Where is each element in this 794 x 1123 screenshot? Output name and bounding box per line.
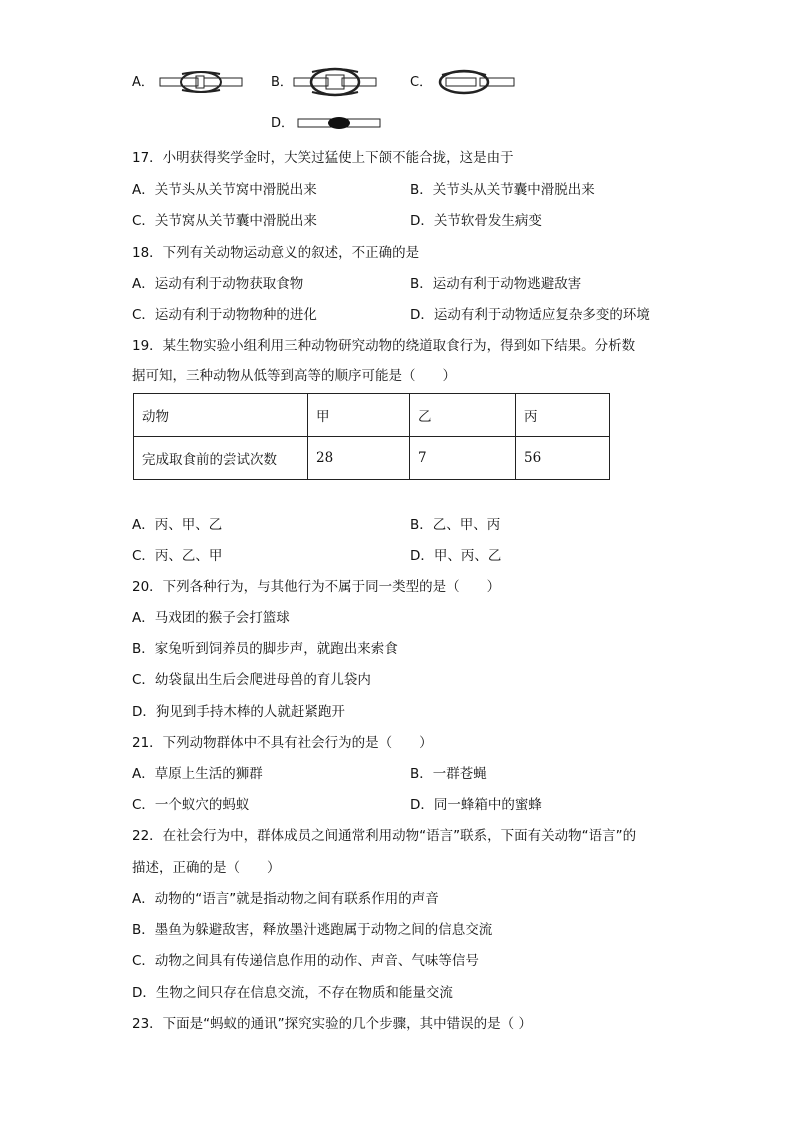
question-19-option-c: C．丙、乙、甲 [132,548,223,564]
question-20-option-d: D．狗见到手持木棒的人就赶紧跑开 [132,704,345,720]
question-19-stem-line2: 据可知，三种动物从低等到高等的顺序可能是（ ） [132,368,456,384]
table-cell: 7 [410,437,516,480]
question-22-option-b: B．墨鱼为躲避敌害，释放墨汁逃跑属于动物之间的信息交流 [132,922,493,938]
table-cell: 56 [516,437,610,480]
question-17-stem: 17．小明获得奖学金时，大笑过猛使上下颌不能合拢，这是由于 [132,150,514,166]
option-a-label: A． [132,75,154,90]
question-18-option-a: A．运动有利于动物获取食物 [132,276,304,292]
question-22-option-c: C．动物之间具有传递信息作用的动作、声音、气味等信号 [132,953,479,969]
question-18-option-c: C．运动有利于动物物种的进化 [132,307,317,323]
table-row [134,437,610,480]
question-17-option-b: B．关节头从关节囊中滑脱出来 [410,182,595,198]
question-21-option-d: D．同一蜂箱中的蜜蜂 [410,797,542,813]
question-20-option-b: B．家兔听到饲养员的脚步声，就跑出来索食 [132,641,398,657]
question-19-stem-line1: 19．某生物实验小组利用三种动物研究动物的绕道取食行为，得到如下结果。分析数 [132,338,636,354]
question-23-stem: 23．下面是“蚂蚁的通讯”探究实验的几个步骤，其中错误的是（ ） [132,1016,532,1032]
option-c-label: C． [410,75,433,90]
table-header-cell: 丙 [516,394,610,437]
question-22-stem-line2: 描述，正确的是（ ） [132,860,281,876]
question-17-option-c: C．关节窝从关节囊中滑脱出来 [132,213,317,229]
question-21-stem: 21．下列动物群体中不具有社会行为的是（ ） [132,735,433,751]
question-17-option-a: A．关节头从关节窝中滑脱出来 [132,182,317,198]
option-b-label: B． [271,75,293,90]
table-header-cell: 甲 [308,394,410,437]
joint-diagram-a [158,68,244,96]
question-22-stem-line1: 22．在社会行为中，群体成员之间通常利用动物“语言”联系，下面有关动物“语言”的 [132,828,637,844]
question-21-option-a: A．草原上生活的狮群 [132,766,263,782]
question-22-option-a: A．动物的“语言”就是指动物之间有联系作用的声音 [132,891,439,907]
table-header-row [134,394,610,437]
table-cell: 28 [308,437,410,480]
results-table [133,393,610,480]
question-21-option-c: C．一个蚁穴的蚂蚁 [132,797,250,813]
table-cell: 完成取食前的尝试次数 [134,437,308,480]
question-20-option-a: A．马戏团的猴子会打篮球 [132,610,290,626]
question-20-stem: 20．下列各种行为，与其他行为不属于同一类型的是（ ） [132,579,501,595]
question-18-option-b: B．运动有利于动物逃避敌害 [410,276,582,292]
table-header-cell: 动物 [134,394,308,437]
question-17-option-d: D．关节软骨发生病变 [410,213,542,229]
question-20-option-c: C．幼袋鼠出生后会爬进母兽的育儿袋内 [132,672,371,688]
option-d-label: D． [271,116,295,131]
question-18-stem: 18．下列有关动物运动意义的叙述，不正确的是 [132,245,420,261]
question-22-option-d: D．生物之间只存在信息交流，不存在物质和能量交流 [132,985,453,1001]
question-19-option-b: B．乙、甲、丙 [410,517,501,533]
joint-diagram-b [292,66,378,98]
joint-diagram-d [296,112,382,134]
question-21-option-b: B．一群苍蝇 [410,766,487,782]
table-header-cell: 乙 [410,394,516,437]
question-18-option-d: D．运动有利于动物适应复杂多变的环境 [410,307,650,323]
question-19-option-a: A．丙、甲、乙 [132,517,223,533]
joint-diagram-c [434,68,516,96]
question-19-option-d: D．甲、丙、乙 [410,548,502,564]
